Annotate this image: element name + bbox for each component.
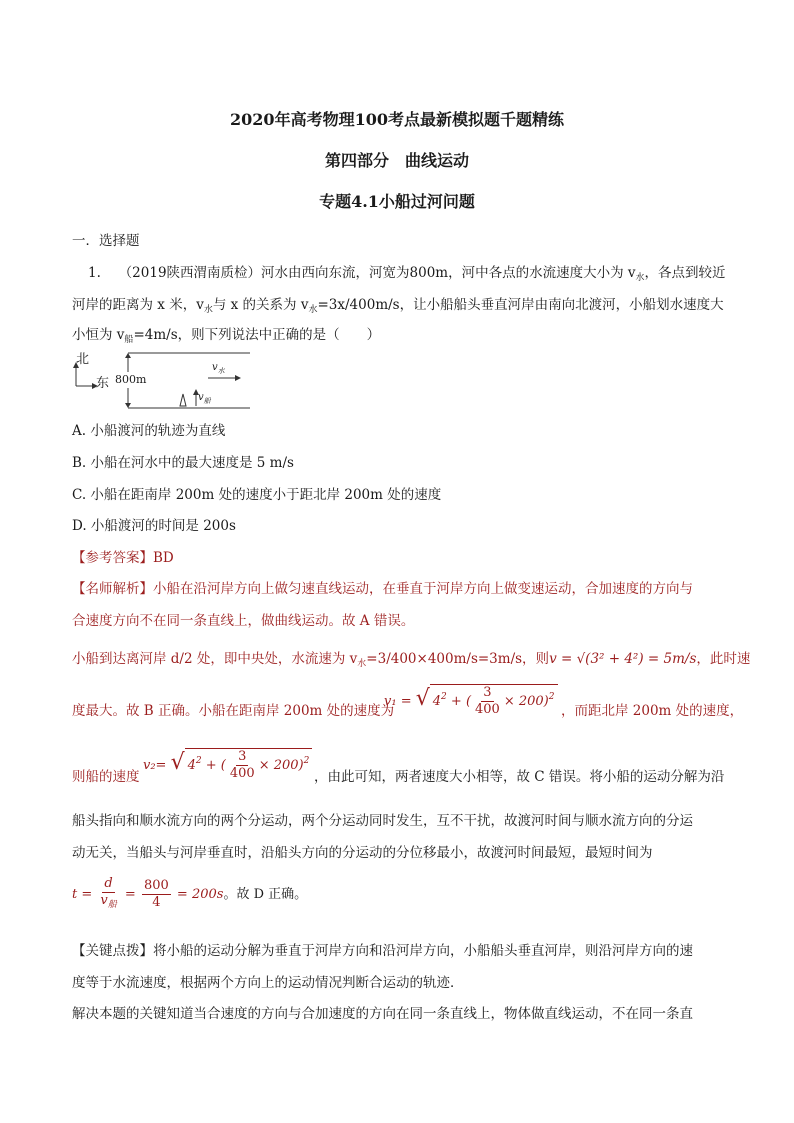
keypoint-line-1: 【关键点拨】将小船的运动分解为垂直于河岸方向和沿河岸方向，小船船头垂直河岸，则沿河岸方向的速 [72,943,693,959]
analysis-line-5: 则船的速度 [72,769,140,785]
north-label: 北 [76,352,90,367]
analysis-line-4: 度最大。故 B 正确。小船在距南岸 200m 处的速度为 [72,703,395,719]
part-title: 第四部分 曲线运动 [324,151,469,170]
question-line-2: 河岸的距离为 x 米，$v_水$与 x 的关系为 $v_水=3x/400m/s$，让小船船头垂直河岸由南向北渡河，小船划水速度大 [72,297,724,315]
river-diagram [72,350,252,412]
boat-velocity-label: $v_船$ [198,392,211,405]
question-line-1: 1. （2019陕西渭南质检）河水由西向东流，河宽为800m，河中各点的水流速度大小为 $v_水$，各点到较近 [88,265,726,283]
analysis-line-2: 合速度方向不在同一条直线上，做曲线运动。故 A 错误。 [72,613,415,629]
v1-equation: v₁ = √ $4^2$ + ( $\frac{3}{400}$ × 200)$^2$ [384,684,558,718]
analysis-line-4-tail: ，而距北岸 200m 处的速度， [561,703,744,719]
boat-shape [180,394,186,406]
keypoint-line-3: 解决本题的关键知道当合速度的方向与合加速度的方向在同一条直线上，物体做直线运动，不在同一条直 [72,1006,693,1022]
water-velocity-label: $v_水$ [212,362,225,375]
section-heading: 一．选择题 [72,233,140,249]
option-a: A. 小船渡河的轨迹为直线 [72,423,226,439]
east-label: 东 [96,376,110,391]
question-line-3: 小恒为 $v_船=4m/s$，则下列说法中正确的是（ ） [72,327,381,345]
reference-answer: 【参考答案】BD [72,550,174,566]
analysis-line-7: 动无关，当船头与河岸垂直时，沿船头方向的分运动的分位移最小，故渡河时间最短，最短时间为 [72,845,653,861]
document-title: 2020年高考物理100考点最新模拟题千题精练 [230,110,564,129]
analysis-line-1: 【名师解析】小船在沿河岸方向上做匀速直线运动，在垂直于河岸方向上做变速运动，合加速度的方向与 [72,581,693,597]
river-width-label: 800m [115,373,147,386]
analysis-line-3: 小船到达离河岸 d/2 处，即中央处，水流速为 $v_水=3/400\times 400m/s=3m/s$，则v = √(3² + 4²) = 5m/s，此时速 [72,651,751,669]
option-b: B. 小船在河水中的最大速度是 5 m/s [72,455,294,471]
option-c: C. 小船在距南岸 200m 处的速度小于距北岸 200m 处的速度 [72,487,442,503]
time-equation: t = $\frac{d}{v_船}$ = $\frac{800}{4}$ = 200s。故 D 正确。 [72,876,308,910]
keypoint-line-2: 度等于水流速度，根据两个方向上的运动情况判断合运动的轨迹． [72,975,464,991]
analysis-line-6: 船头指向和顺水流方向的两个分运动，两个分运动同时发生，互不干扰，故渡河时间与顺水流方向的分运 [72,813,693,829]
topic-title: 专题4.1小船过河问题 [319,192,475,211]
analysis-line-5-tail: ，由此可知，两者速度大小相等，故 C 错误。将小船的运动分解为沿 [314,769,725,785]
v2-equation: v₂= √ $4^2$ + ( $\frac{3}{400}$ × 200)$^2$ [143,748,312,782]
velocity-equation: v = √(3² + 4²) = 5m/s [549,651,697,667]
option-d: D. 小船渡河的时间是 200s [72,518,236,534]
